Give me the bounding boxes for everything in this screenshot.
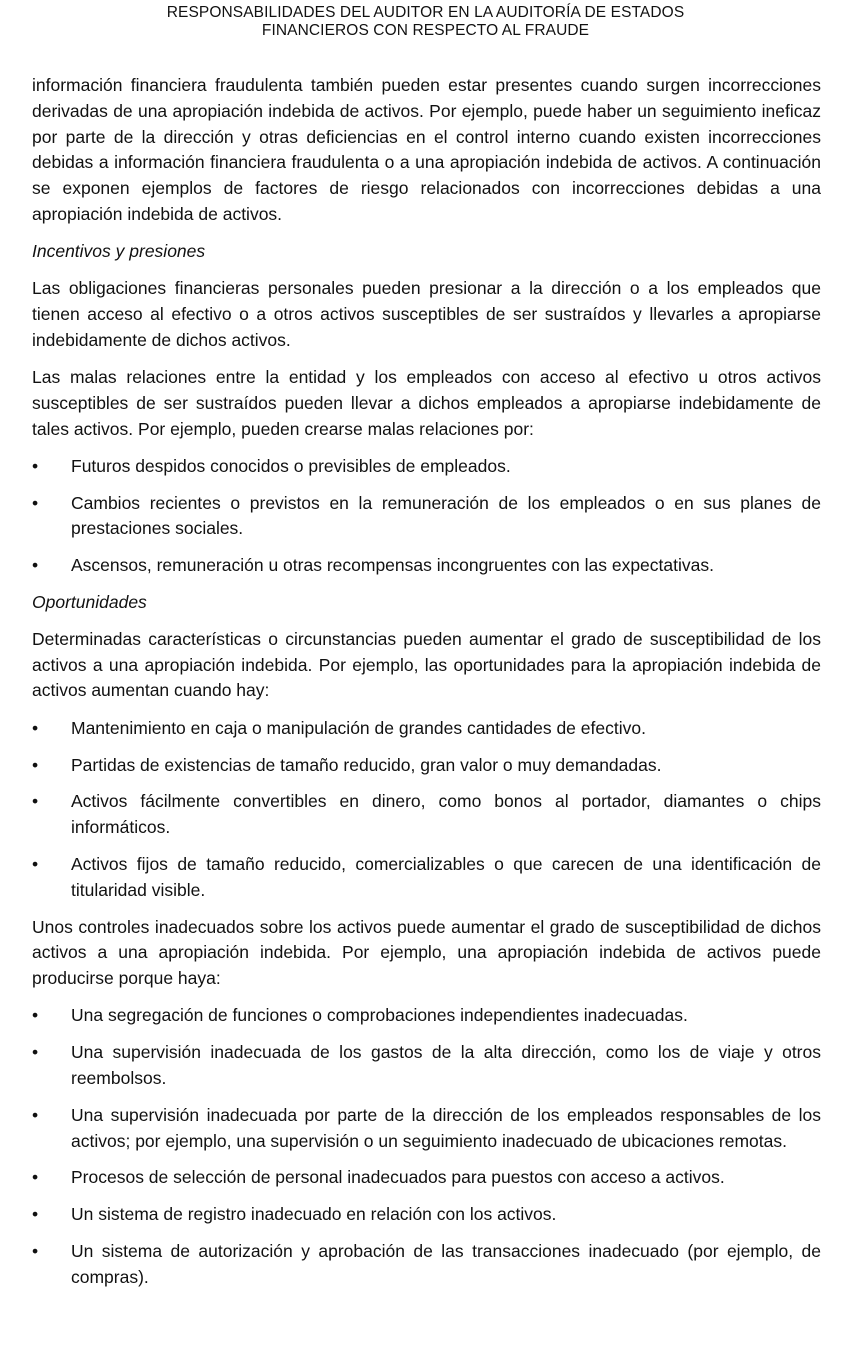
list-item	[32, 1040, 821, 1092]
list-item-text: Un sistema de autorización y aprobación de las transacciones inadecuado (por ejemplo, de compras).	[71, 1240, 821, 1287]
list-item	[32, 789, 821, 841]
list-item	[32, 1103, 821, 1155]
list-item-text: Una supervisión inadecuada por parte de la dirección de los empleados responsables de los activos; por ejemplo, una supervisión o un seguimiento inadecuado de ubicaciones remotas.	[71, 1104, 821, 1151]
list-item-text: Activos fijos de tamaño reducido, comercializables o que carecen de una identificación de titularidad visible.	[71, 853, 821, 900]
controls-list	[32, 1003, 821, 1290]
section-heading-incentives: Incentivos y presiones	[32, 241, 206, 262]
bullet: •	[32, 791, 39, 812]
bullet: •	[32, 1167, 39, 1188]
list-item	[32, 852, 821, 904]
list-item	[32, 753, 821, 779]
bullet: •	[32, 1104, 39, 1125]
controls-paragraph-1: Unos controles inadecuados sobre los activos puede aumentar el grado de susceptibilidad de dichos activos a una apropiación indebida. Por ejemplo, una apropiación indebida de activos puede producirse porque haya:	[32, 916, 821, 989]
bullet: •	[32, 1005, 39, 1026]
bullet: •	[32, 455, 39, 476]
opportunities-list	[32, 716, 821, 904]
list-item	[32, 454, 821, 480]
bullet: •	[32, 492, 39, 513]
list-item-text: Cambios recientes o previstos en la remuneración de los empleados o en sus planes de prestaciones sociales.	[71, 492, 821, 539]
list-item	[32, 1202, 821, 1228]
list-item	[32, 553, 821, 579]
list-item-text: Una supervisión inadecuada de los gastos de la alta dirección, como los de viaje y otros reembolsos.	[71, 1042, 821, 1088]
list-item-text: Futuros despidos conocidos o previsibles de empleados.	[71, 455, 511, 476]
incentives-paragraph-1: Las obligaciones financieras personales pueden presionar a la dirección o a los empleados que tienen acceso al efectivo o a otros activos susceptibles de ser sustraídos y llevarles a apropiarse indebidamente de dichos activos.	[32, 278, 821, 350]
list-item-text: Mantenimiento en caja o manipulación de grandes cantidades de efectivo.	[71, 717, 646, 738]
opportunities-paragraph-1: Determinadas características o circunstancias pueden aumentar el grado de susceptibilidad de los activos a una apropiación indebida. Por ejemplo, las oportunidades para la apropiación indebida de activos aumentan cuando hay:	[32, 628, 821, 701]
list-item	[32, 1003, 821, 1029]
bullet: •	[32, 853, 39, 874]
list-item-text: Procesos de selección de personal inadecuados para puestos con acceso a activos.	[71, 1167, 725, 1188]
list-item	[32, 1165, 821, 1191]
page-header	[0, 4, 851, 40]
bullet: •	[32, 555, 39, 576]
list-item	[32, 1239, 821, 1291]
list-item-text: Activos fácilmente convertibles en dinero, como bonos al portador, diamantes o chips informáticos.	[71, 791, 821, 838]
bullet: •	[32, 1042, 39, 1063]
document-body	[32, 73, 821, 1302]
incentives-list	[32, 454, 821, 579]
incentives-paragraph-2: Las malas relaciones entre la entidad y los empleados con acceso al efectivo u otros activos susceptibles de ser sustraídos pueden llevar a dichos empleados a apropiarse indebidamente de tales activos. Por ejemplo, pueden crearse malas relaciones por:	[32, 366, 821, 439]
list-item-text: Un sistema de registro inadecuado en relación con los activos.	[71, 1204, 557, 1225]
intro-paragraph: información financiera fraudulenta también pueden estar presentes cuando surgen incorrecciones derivadas de una apropiación indebida de activos. Por ejemplo, puede haber un seguimiento ineficaz por parte de la dirección y otras deficiencias en el control interno cuando existen incorrecciones debidas a información financiera fraudulenta o a una apropiación indebida de activos. A continuación se exponen ejemplos de factores de riesgo relacionados con incorrecciones debidas a una apropiación indebida de activos.	[32, 75, 821, 224]
list-item	[32, 716, 821, 742]
bullet: •	[32, 754, 39, 775]
bullet: •	[32, 717, 39, 738]
list-item-text: Partidas de existencias de tamaño reducido, gran valor o muy demandadas.	[71, 754, 662, 775]
header-line-2: FINANCIEROS CON RESPECTO AL FRAUDE	[261, 22, 590, 39]
list-item-text: Una segregación de funciones o comprobaciones independientes inadecuadas.	[71, 1005, 688, 1026]
list-item	[32, 491, 821, 543]
section-heading-opportunities: Oportunidades	[32, 592, 147, 613]
bullet: •	[32, 1240, 39, 1261]
bullet: •	[32, 1204, 39, 1225]
list-item-text: Ascensos, remuneración u otras recompensas incongruentes con las expectativas.	[71, 555, 714, 576]
header-line-1: RESPONSABILIDADES DEL AUDITOR EN LA AUDITORÍA DE ESTADOS	[166, 4, 685, 21]
